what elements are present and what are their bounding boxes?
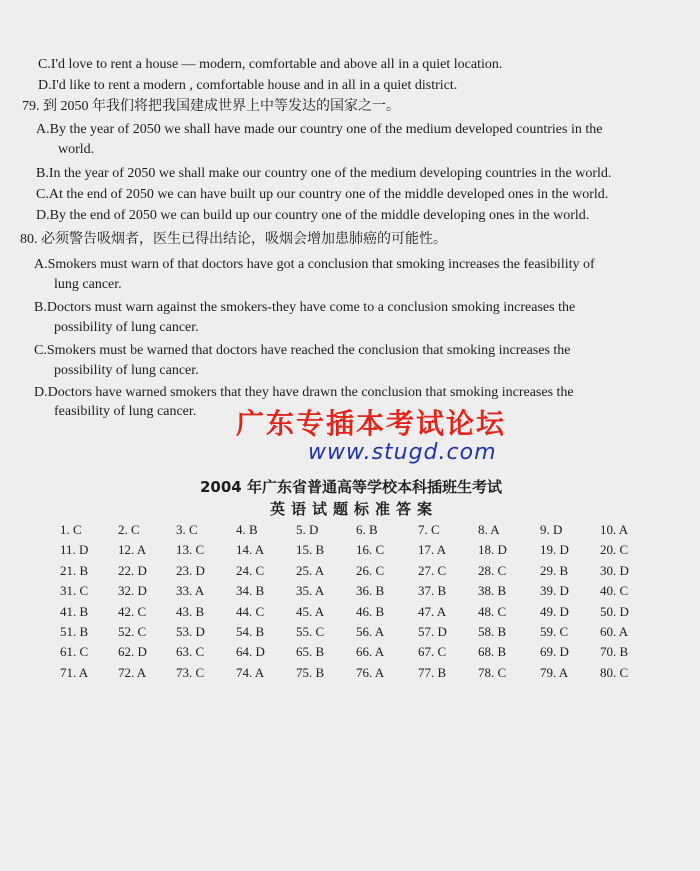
answer-cell: 59. C [540, 624, 569, 639]
q79-option-a-cont: world. [58, 142, 95, 157]
q80-option-c-cont: possibility of lung cancer. [54, 363, 199, 378]
answer-cell: 58. B [478, 624, 507, 639]
q80-option-a-cont: lung cancer. [54, 277, 122, 292]
answer-cell: 60. A [600, 624, 629, 639]
answer-cell: 29. B [540, 563, 569, 578]
answer-cell: 24. C [236, 563, 265, 578]
q80-option-d-cont: feasibility of lung cancer. [54, 404, 197, 419]
answer-cell: 17. A [418, 542, 447, 557]
q79-option-a: A.By the year of 2050 we shall have made our country one of the medium developed countries in the [36, 122, 603, 137]
answer-cell: 4. B [236, 522, 258, 537]
answer-cell: 62. D [118, 644, 147, 659]
answer-cell: 16. C [356, 542, 385, 557]
answer-cell: 67. C [418, 644, 447, 659]
answer-cell: 11. D [60, 542, 89, 557]
q80-option-b-cont: possibility of lung cancer. [54, 320, 199, 335]
answer-cell: 18. D [478, 542, 507, 557]
answer-cell: 20. C [600, 542, 629, 557]
site-watermark: www.stugd.com [308, 440, 497, 465]
answer-cell: 68. B [478, 644, 507, 659]
answer-cell: 76. A [356, 665, 385, 680]
answer-cell: 2. C [118, 522, 140, 537]
answer-cell: 1. C [60, 522, 82, 537]
answer-cell: 75. B [296, 665, 325, 680]
answer-cell: 44. C [236, 604, 265, 619]
answer-cell: 7. C [418, 522, 440, 537]
answer-cell: 36. B [356, 583, 385, 598]
answer-cell: 8. A [478, 522, 500, 537]
answer-cell: 27. C [418, 563, 447, 578]
answer-cell: 30. D [600, 563, 629, 578]
answer-cell: 6. B [356, 522, 378, 537]
answer-cell: 22. D [118, 563, 147, 578]
answer-cell: 3. C [176, 522, 198, 537]
answer-cell: 77. B [418, 665, 447, 680]
answer-cell: 21. B [60, 563, 89, 578]
q79-option-d: D.By the end of 2050 we can build up our country one of the middle developing ones in the world. [36, 208, 590, 223]
answer-cell: 12. A [118, 542, 147, 557]
answer-cell: 14. A [236, 542, 265, 557]
q79-option-c: C.At the end of 2050 we can have built up our country one of the middle developed ones in the world. [36, 187, 609, 202]
q78-option-c: C.I'd love to rent a house — modern, comfortable and above all in a quiet location. [38, 57, 503, 72]
q80-option-b: B.Doctors must warn against the smokers-they have come to a conclusion smoking increases the [34, 300, 576, 315]
answer-cell: 49. D [540, 604, 569, 619]
answer-cell: 31. C [60, 583, 89, 598]
answer-cell: 10. A [600, 522, 629, 537]
answer-cell: 63. C [176, 644, 205, 659]
answer-cell: 33. A [176, 583, 205, 598]
answer-cell: 35. A [296, 583, 325, 598]
answer-cell: 40. C [600, 583, 629, 598]
answer-cell: 56. A [356, 624, 385, 639]
answer-cell: 37. B [418, 583, 447, 598]
answer-cell: 38. B [478, 583, 507, 598]
answer-cell: 53. D [176, 624, 205, 639]
answer-cell: 73. C [176, 665, 205, 680]
answer-cell: 66. A [356, 644, 385, 659]
answer-cell: 26. C [356, 563, 385, 578]
q80-option-d: D.Doctors have warned smokers that they have drawn the conclusion that smoking increases the [34, 385, 574, 400]
answer-cell: 79. A [540, 665, 569, 680]
answer-cell: 13. C [176, 542, 205, 557]
answer-cell: 47. A [418, 604, 447, 619]
answer-cell: 15. B [296, 542, 325, 557]
answer-cell: 57. D [418, 624, 447, 639]
answer-cell: 45. A [296, 604, 325, 619]
answer-cell: 50. D [600, 604, 629, 619]
answer-cell: 46. B [356, 604, 385, 619]
answer-cell: 9. D [540, 522, 563, 537]
answer-cell: 41. B [60, 604, 89, 619]
q79-prompt: 79. 到 2050 年我们将把我国建成世界上中等发达的国家之一。 [22, 99, 400, 114]
answer-cell: 78. C [478, 665, 507, 680]
answer-cell: 42. C [118, 604, 147, 619]
answer-cell: 55. C [296, 624, 325, 639]
answer-cell: 80. C [600, 665, 629, 680]
answer-cell: 51. B [60, 624, 89, 639]
answer-cell: 71. A [60, 665, 89, 680]
answer-cell: 34. B [236, 583, 265, 598]
q80-prompt: 80. 必须警告吸烟者，医生已得出结论，吸烟会增加患肺癌的可能性。 [20, 232, 447, 247]
answer-cell: 65. B [296, 644, 325, 659]
answer-cell: 74. A [236, 665, 265, 680]
answer-cell: 48. C [478, 604, 507, 619]
q80-option-a: A.Smokers must warn of that doctors have got a conclusion that smoking increases the feasibility of [34, 257, 595, 272]
answer-cell: 70. B [600, 644, 629, 659]
answer-cell: 25. A [296, 563, 325, 578]
answer-key-subtitle: 英语试题标准答案 [270, 500, 439, 518]
q79-option-b: B.In the year of 2050 we shall make our country one of the medium developing countries in the world. [36, 166, 612, 181]
answer-key-title: 2004 年广东省普通高等学校本科插班生考试 [200, 478, 502, 496]
answer-cell: 19. D [540, 542, 569, 557]
answer-cell: 54. B [236, 624, 265, 639]
answer-cell: 43. B [176, 604, 205, 619]
q80-option-c: C.Smokers must be warned that doctors have reached the conclusion that smoking increases the [34, 343, 571, 358]
answer-cell: 39. D [540, 583, 569, 598]
q78-option-d: D.I'd like to rent a modern , comfortable house and in all in a quiet district. [38, 78, 458, 93]
answer-cell: 5. D [296, 522, 319, 537]
answer-cell: 32. D [118, 583, 147, 598]
answer-cell: 61. C [60, 644, 89, 659]
answer-cell: 23. D [176, 563, 205, 578]
answer-cell: 64. D [236, 644, 265, 659]
answer-cell: 52. C [118, 624, 147, 639]
forum-watermark: 广东专插本考试论坛 [236, 407, 507, 440]
answer-cell: 69. D [540, 644, 569, 659]
answer-cell: 72. A [118, 665, 147, 680]
answer-cell: 28. C [478, 563, 507, 578]
